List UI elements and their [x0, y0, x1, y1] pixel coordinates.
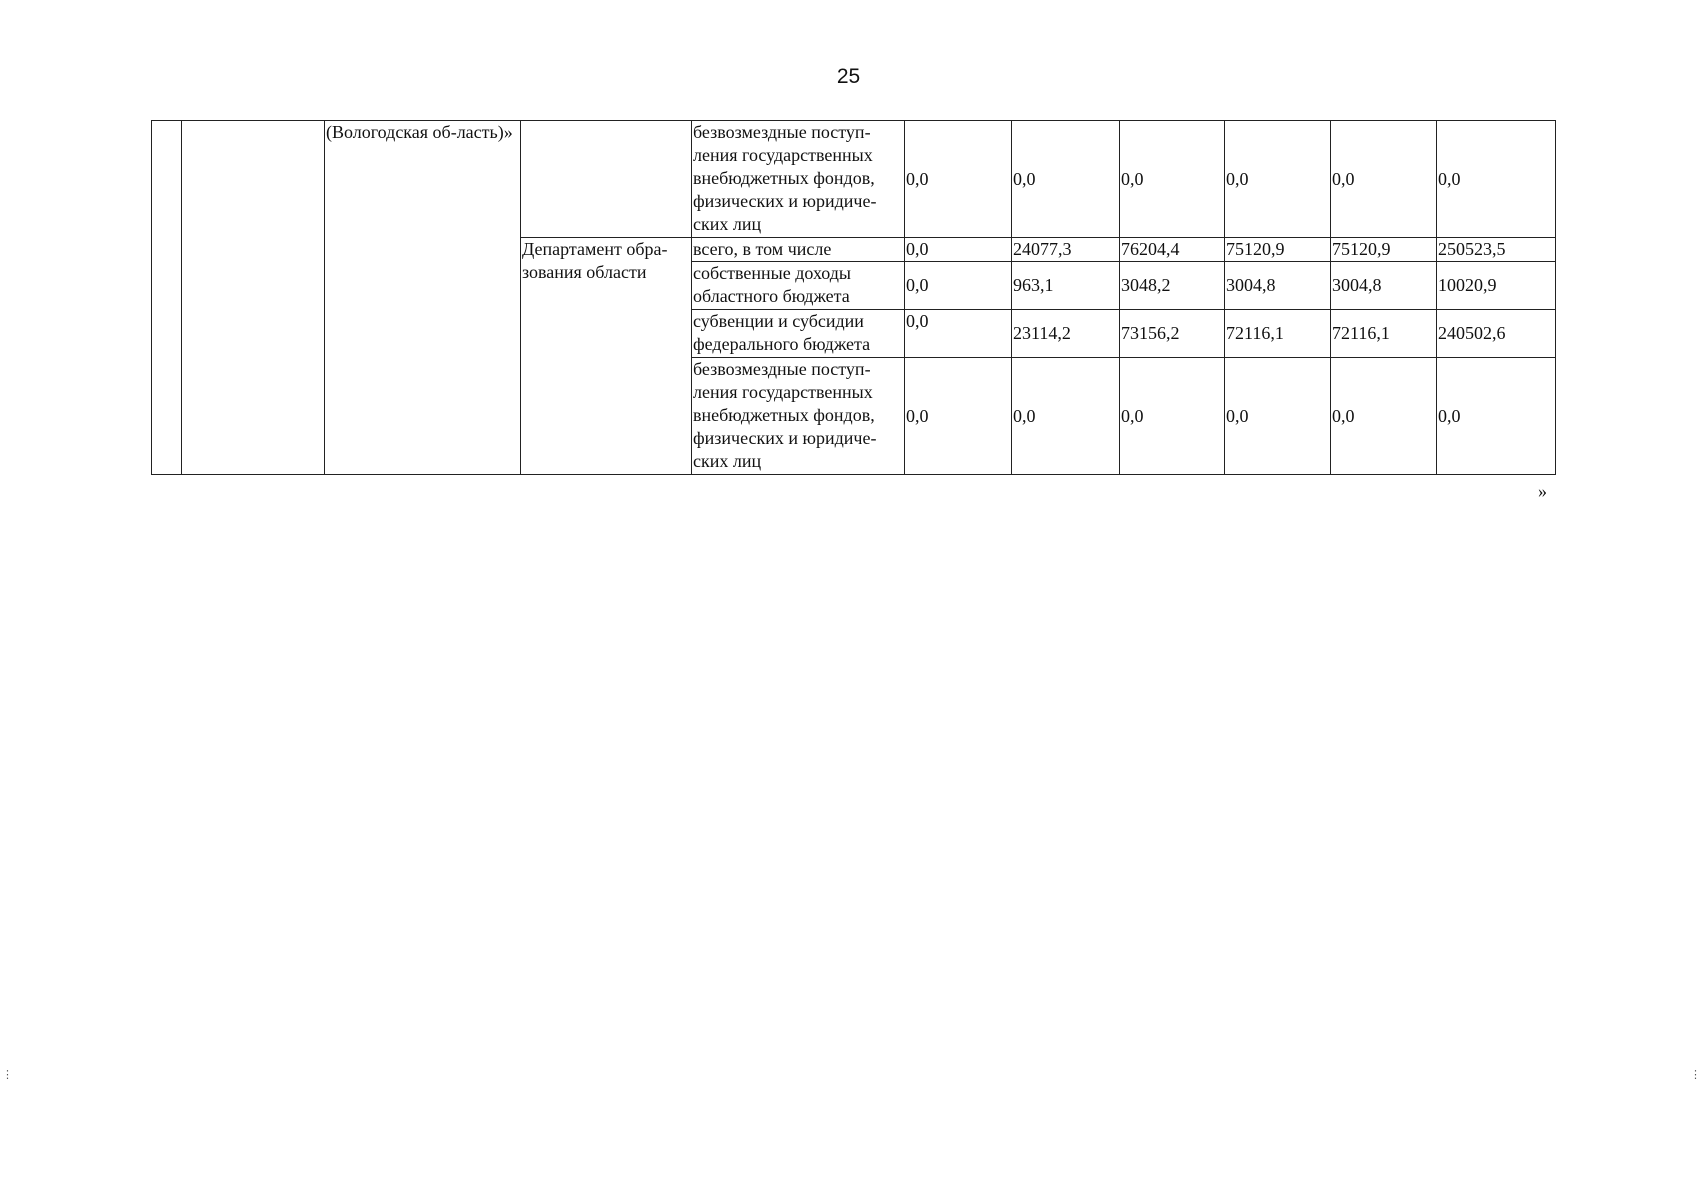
value-cell: 0,0: [1331, 358, 1437, 475]
program-cell: (Вологодская об-ласть)»: [325, 121, 521, 475]
value-cell: 72116,1: [1225, 310, 1331, 358]
scan-margin-mark: ⋮: [1690, 1068, 1701, 1081]
funding-source-cell: всего, в том числе: [692, 238, 905, 262]
value-cell: 0,0: [1225, 358, 1331, 475]
value-cell: 75120,9: [1331, 238, 1437, 262]
value-cell: 72116,1: [1331, 310, 1437, 358]
value-cell: 0,0: [1012, 358, 1120, 475]
name-cell: [182, 121, 325, 475]
value-cell: 0,0: [1012, 121, 1120, 238]
value-cell: 0,0: [905, 310, 1012, 358]
value-cell: 0,0: [905, 121, 1012, 238]
value-cell: 0,0: [1120, 358, 1225, 475]
funding-source-cell: безвозмездные поступ-ления государственных внебюджетных фондов, физических и юридиче-ских лиц: [692, 358, 905, 475]
value-cell: 3004,8: [1331, 262, 1437, 310]
value-cell: 10020,9: [1437, 262, 1556, 310]
value-cell: 3004,8: [1225, 262, 1331, 310]
number-cell: [152, 121, 182, 475]
value-cell: 0,0: [1225, 121, 1331, 238]
closing-quote: »: [1538, 481, 1547, 501]
value-cell: 76204,4: [1120, 238, 1225, 262]
value-cell: 24077,3: [1012, 238, 1120, 262]
funding-source-cell: безвозмездные поступ-ления государственных внебюджетных фондов, физических и юридиче-ских лиц: [692, 121, 905, 238]
value-cell: 250523,5: [1437, 238, 1556, 262]
value-cell: 0,0: [905, 238, 1012, 262]
table-row: [152, 121, 1556, 238]
value-cell: 73156,2: [1120, 310, 1225, 358]
funding-source-cell: собственные доходы областного бюджета: [692, 262, 905, 310]
value-cell: 0,0: [905, 262, 1012, 310]
executor-cell: [521, 121, 692, 238]
value-cell: 240502,6: [1437, 310, 1556, 358]
value-cell: 23114,2: [1012, 310, 1120, 358]
value-cell: 0,0: [1437, 121, 1556, 238]
value-cell: 0,0: [1437, 358, 1556, 475]
page-number: 25: [836, 65, 861, 88]
value-cell: 75120,9: [1225, 238, 1331, 262]
value-cell: 0,0: [1120, 121, 1225, 238]
value-cell: 963,1: [1012, 262, 1120, 310]
budget-table: [151, 120, 1556, 475]
scan-margin-mark: ⋮: [2, 1068, 13, 1081]
executor-cell: Департамент обра-зования области: [521, 238, 692, 475]
value-cell: 3048,2: [1120, 262, 1225, 310]
value-cell: 0,0: [1331, 121, 1437, 238]
funding-source-cell: субвенции и субсидии федерального бюджета: [692, 310, 905, 358]
value-cell: 0,0: [905, 358, 1012, 475]
